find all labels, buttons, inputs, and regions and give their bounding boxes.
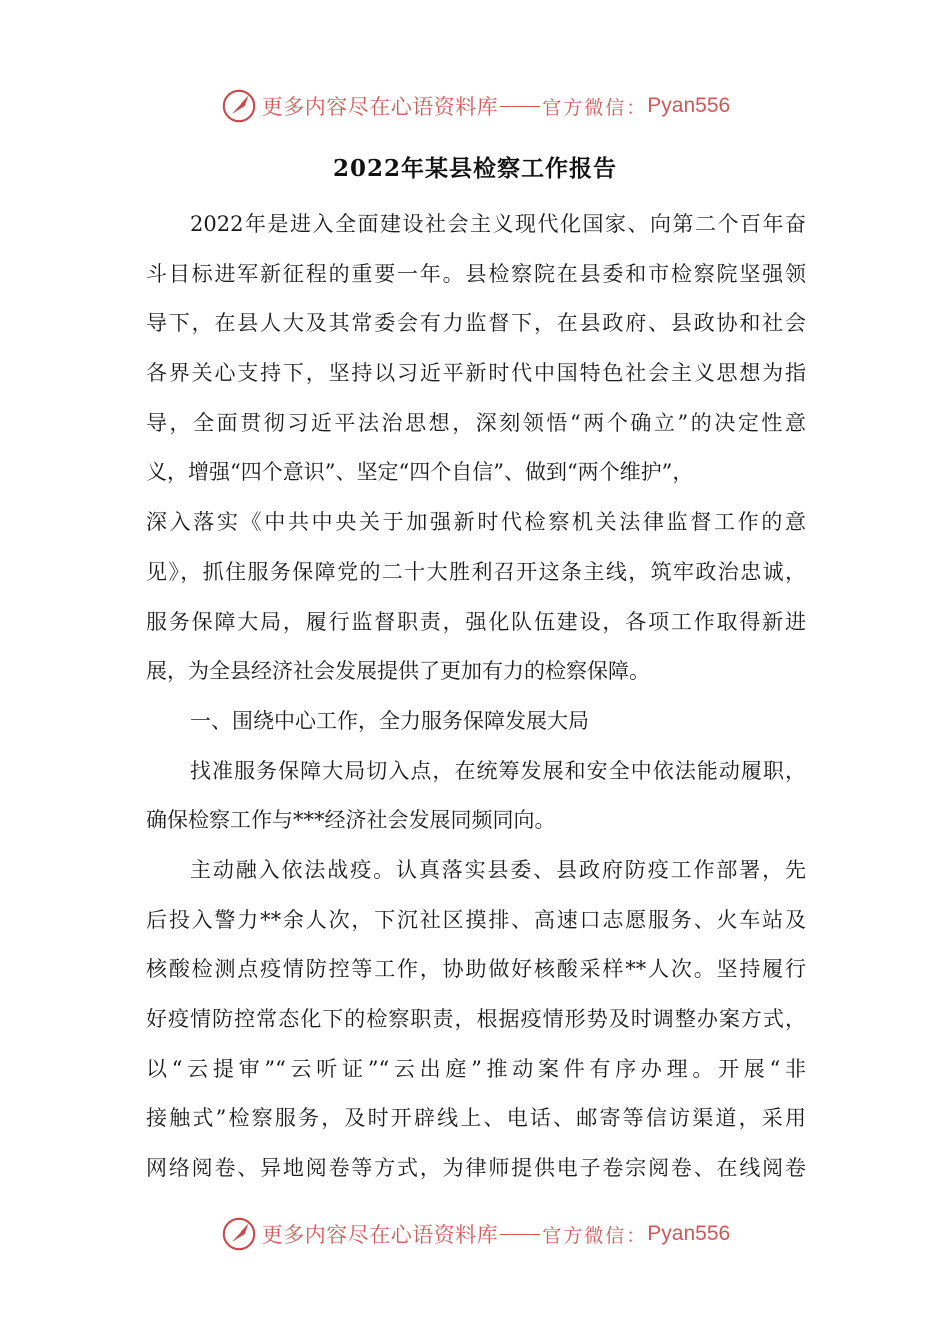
banner-text: 更多内容尽在心语资料库 bbox=[261, 95, 499, 119]
quill-logo-icon bbox=[220, 1215, 258, 1253]
text-line: 主动融入依法战疫。认真落实县委、县政府防疫工作部署，先 bbox=[190, 857, 806, 882]
banner-divider bbox=[500, 106, 540, 107]
quill-logo-icon bbox=[220, 87, 258, 125]
banner-wechat-label: 官方微信： bbox=[542, 1224, 648, 1247]
header-banner bbox=[0, 84, 950, 128]
text-line: 各界关心支持下，坚持以习近平新时代中国特色社会主义思想为指 bbox=[146, 361, 806, 386]
text-line: 网络阅卷、异地阅卷等方式，为律师提供电子卷宗阅卷、在线阅卷 bbox=[146, 1156, 806, 1181]
text-line: 深入落实《中共中央关于加强新时代检察机关法律监督工作的意 bbox=[146, 510, 806, 535]
document-body bbox=[146, 200, 806, 1194]
text-line: 找准服务保障大局切入点，在统筹发展和安全中依法能动履职， bbox=[190, 758, 806, 783]
text-line: 斗目标进军新征程的重要一年。县检察院在县委和市检察院坚强领 bbox=[146, 261, 806, 286]
paragraph-epidemic bbox=[146, 846, 806, 1194]
text-line: 好疫情防控常态化下的检察职责，根据疫情形势及时调整办案方式， bbox=[146, 1007, 806, 1031]
text-line: 2022年是进入全面建设社会主义现代化国家、向第二个百年奋 bbox=[190, 212, 806, 236]
text-line: 导，全面贯彻习近平法治思想，深刻领悟“两个确立”的决定性意 bbox=[146, 410, 806, 435]
text-line: 义，增强“四个意识”、坚定“四个自信”、做到“两个维护”， bbox=[146, 460, 694, 485]
paragraph-service bbox=[146, 747, 806, 846]
text-line: 见》，抓住服务保障党的二十大胜利召开这条主线，筑牢政治忠诚， bbox=[146, 559, 806, 584]
banner-wechat-id: Pyan556 bbox=[647, 1222, 731, 1245]
text-line: 导下，在县人大及其常委会有力监督下，在县政府、县政协和社会 bbox=[146, 311, 806, 336]
text-line: 后投入警力**余人次，下沉社区摸排、高速口志愿服务、火车站及 bbox=[146, 907, 806, 932]
text-line: 服务保障大局，履行监督职责，强化队伍建设，各项工作取得新进 bbox=[146, 609, 806, 634]
banner-wechat-id: Pyan556 bbox=[647, 94, 731, 117]
text-line: 确保检察工作与***经济社会发展同频同向。 bbox=[146, 808, 556, 833]
text-line: 接触式”检察服务，及时开辟线上、电话、邮寄等信访渠道，采用 bbox=[146, 1106, 806, 1131]
banner-divider bbox=[500, 1234, 540, 1235]
banner-wechat-label: 官方微信： bbox=[542, 96, 648, 119]
text-line: 展，为全县经济社会发展提供了更加有力的检察保障。 bbox=[146, 659, 650, 684]
paragraph-intro bbox=[146, 200, 806, 697]
banner-text: 更多内容尽在心语资料库 bbox=[261, 1223, 499, 1247]
section-heading: 一、围绕中心工作，全力服务保障发展大局 bbox=[190, 708, 589, 733]
footer-banner bbox=[0, 1212, 950, 1256]
text-line: 以“云提审”“云听证”“云出庭”推动案件有序办理。开展“非 bbox=[146, 1056, 806, 1081]
text-line: 核酸检测点疫情防控等工作，协助做好核酸采样**人次。坚持履行 bbox=[146, 957, 806, 982]
document-title: 2022年某县检察工作报告 bbox=[332, 155, 617, 182]
